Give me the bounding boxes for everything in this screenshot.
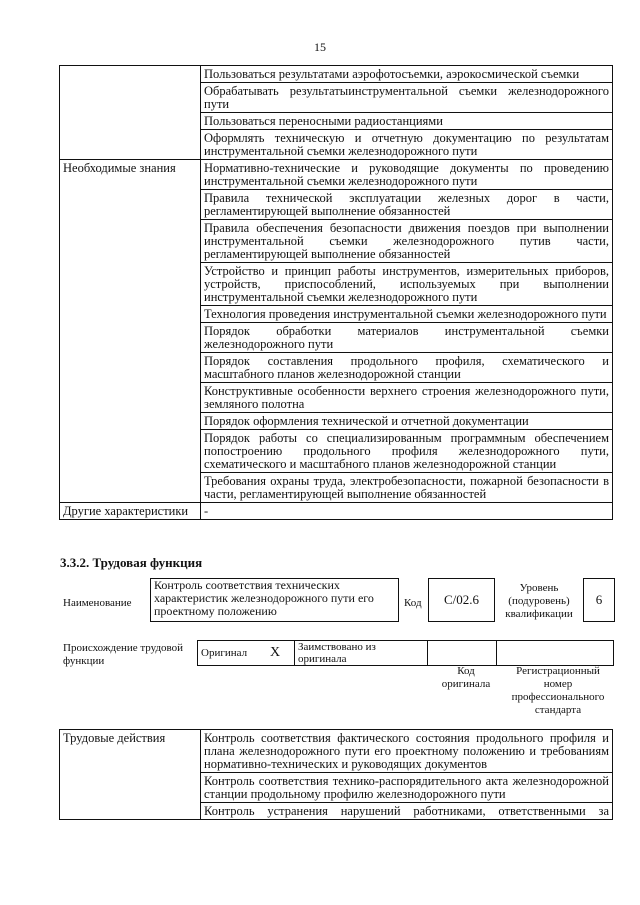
- knowledge-item: Устройство и принцип работы инструментов, измерительных приборов, устройств, приспособлений, используемых при выполнении инструментальной съемки железнодорожного пути: [201, 263, 613, 306]
- table-row: [60, 503, 613, 520]
- labor-actions-label: Трудовые действия: [60, 730, 201, 820]
- skills-label-cell: [60, 66, 201, 160]
- original-label: Оригинал: [198, 641, 257, 666]
- qualification-level-label: Уровень (подуровень) квалификации: [505, 582, 573, 620]
- knowledge-label: Необходимые знания: [60, 160, 201, 503]
- knowledge-item: Нормативно-технические и руководящие документы по проведению инструментальной съемки железнодорожного пути: [201, 160, 613, 190]
- labor-actions-table: [59, 729, 613, 820]
- knowledge-item: Правила технической эксплуатации железных дорог в части, регламентирующей выполнение обязанностей: [201, 190, 613, 220]
- knowledge-skills-table: [59, 65, 613, 520]
- original-code-cell: [428, 641, 497, 666]
- skill-item: Оформлять техническую и отчетную документацию по результатам инструментальной съемки железнодорожного пути: [201, 130, 613, 160]
- code-box: С/02.6: [428, 578, 495, 622]
- skill-item: Обрабатывать результатыинструментальной съемки железнодорожного пути: [201, 83, 613, 113]
- table-row: [60, 730, 613, 773]
- knowledge-item: Конструктивные особенности верхнего строения железнодорожного пути, земляного полотна: [201, 383, 613, 413]
- table-row: [198, 641, 614, 666]
- origin-table: [197, 640, 614, 666]
- knowledge-item: Технология проведения инструментальной съемки железнодорожного пути: [201, 306, 613, 323]
- skill-item: Пользоваться переносными радиостанциями: [201, 113, 613, 130]
- table-row: [60, 160, 613, 190]
- knowledge-item: Требования охраны труда, электробезопасности, пожарной безопасности в части, регламентирующей выполнение обязанностей: [201, 473, 613, 503]
- qualification-level-box: 6: [583, 578, 615, 622]
- other-characteristics-label: Другие характеристики: [60, 503, 201, 520]
- function-name-box: Контроль соответствия технических характеристик железнодорожного пути его проектному положению: [150, 578, 399, 622]
- knowledge-item: Порядок обработки материалов инструментальной съемки железнодорожного пути: [201, 323, 613, 353]
- knowledge-item: Правила обеспечения безопасности движения поездов при выполнении инструментальной съемки железнодорожного путив части, регламентирующей выполнение обязанностей: [201, 220, 613, 263]
- function-name-label: Наименование: [63, 597, 132, 609]
- page-number: 15: [314, 40, 326, 54]
- knowledge-item: Порядок составления продольного профиля, схематического и масштабного планов железнодорожной станции: [201, 353, 613, 383]
- original-mark: X: [256, 641, 295, 666]
- code-label: Код: [404, 597, 422, 609]
- original-code-caption: Код оригинала: [441, 665, 491, 690]
- section-title: 3.3.2. Трудовая функция: [60, 555, 203, 570]
- origin-label: Происхождение трудовой функции: [63, 642, 184, 667]
- labor-action-item: Контроль устранения нарушений работниками, ответственными за: [201, 803, 613, 820]
- labor-action-item: Контроль соответствия фактического состояния продольного профиля и плана железнодорожного пути его проектному положению и требованиям нормативно-технических и руководящих документов: [201, 730, 613, 773]
- registration-number-caption: Регистрационный номер профессионального стандарта: [511, 665, 605, 716]
- knowledge-item: Порядок работы со специализированным программным обеспечением попостроению продольного профиля железнодорожного пути, схематического и масштабного планов железнодорожной станции: [201, 430, 613, 473]
- skill-item: Пользоваться результатами аэрофотосъемки, аэрокосмической съемки: [201, 66, 613, 83]
- other-characteristics-value: -: [201, 503, 613, 520]
- labor-action-item: Контроль соответствия технико-распорядительного акта железнодорожной станции продольному профилю железнодорожного пути: [201, 773, 613, 803]
- registration-number-cell: [497, 641, 614, 666]
- table-row: [60, 66, 613, 83]
- borrowed-label: Заимствовано из оригинала: [295, 641, 428, 666]
- knowledge-item: Порядок оформления технической и отчетной документации: [201, 413, 613, 430]
